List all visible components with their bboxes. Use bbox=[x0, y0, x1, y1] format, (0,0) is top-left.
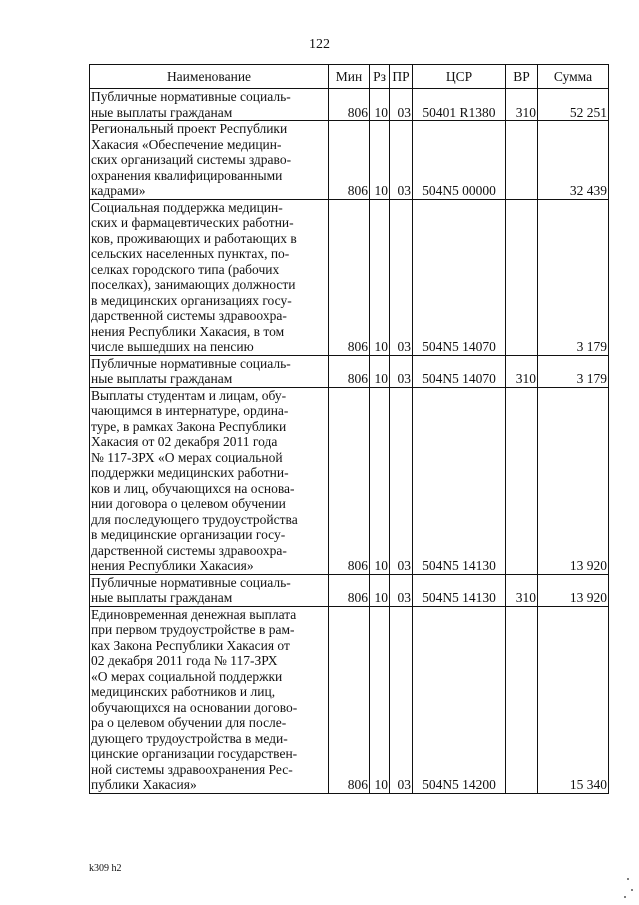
budget-table bbox=[89, 64, 609, 794]
name-line: Хакасия от 02 декабря 2011 года bbox=[91, 434, 278, 449]
name-line: Региональный проект Республики bbox=[91, 121, 288, 136]
cell-min: 806 bbox=[329, 121, 370, 200]
cell-rz: 10 bbox=[370, 387, 390, 574]
cell-rz: 10 bbox=[370, 89, 390, 121]
cell-name bbox=[90, 387, 329, 574]
cell-pr: 03 bbox=[390, 199, 413, 355]
cell-sum: 13 920 bbox=[538, 574, 609, 606]
name-line: поддержки медицинских работни- bbox=[91, 465, 289, 480]
name-line: Публичные нормативные социаль- bbox=[91, 574, 291, 590]
cell-vr: 310 bbox=[506, 574, 538, 606]
header-sum: Сумма bbox=[538, 65, 609, 89]
table-row bbox=[90, 121, 609, 200]
page-number: 122 bbox=[309, 37, 330, 52]
name-line: охранения квалифицированными bbox=[91, 167, 283, 183]
name-line: ные выплаты гражданам bbox=[91, 371, 233, 386]
name-line: Хакасия «Обеспечение медицин- bbox=[91, 136, 282, 152]
cell-vr: 310 bbox=[506, 355, 538, 387]
name-line: при первом трудоустройстве в рам- bbox=[91, 622, 295, 637]
header-rz: Рз bbox=[370, 65, 390, 89]
name-line: нения Республики Хакасия» bbox=[91, 558, 254, 573]
header-min: Мин bbox=[329, 65, 370, 89]
cell-pr: 03 bbox=[390, 355, 413, 387]
table-row bbox=[90, 606, 609, 793]
cell-vr bbox=[506, 387, 538, 574]
name-line: ной системы здравоохранения Рес- bbox=[91, 761, 293, 777]
table-row bbox=[90, 199, 609, 355]
name-line: нии договора о целевом обучении bbox=[91, 496, 286, 511]
name-line: дарственной системы здравоохра- bbox=[91, 542, 287, 558]
name-line: ков и лиц, обучающихся на основа- bbox=[91, 480, 295, 496]
cell-rz: 10 bbox=[370, 355, 390, 387]
name-line: нения Республики Хакасия, в том bbox=[91, 323, 285, 339]
name-line: Единовременная денежная выплата bbox=[91, 606, 297, 622]
name-line: дарственной системы здравоохра- bbox=[91, 308, 287, 323]
name-line: ные выплаты гражданам bbox=[91, 104, 233, 120]
cell-pr: 03 bbox=[390, 89, 413, 121]
name-line: медицинских работников и лиц, bbox=[91, 684, 276, 699]
cell-vr bbox=[506, 606, 538, 793]
scan-speckle bbox=[624, 896, 626, 898]
footer-code: k309 h2 bbox=[89, 863, 122, 874]
cell-csr: 504N5 14130 bbox=[413, 574, 506, 606]
cell-rz: 10 bbox=[370, 574, 390, 606]
name-line: Выплаты студентам и лицам, обу- bbox=[91, 387, 287, 403]
cell-sum: 13 920 bbox=[538, 387, 609, 574]
table-row bbox=[90, 387, 609, 574]
name-line: селках городского типа (рабочих bbox=[91, 261, 280, 277]
cell-sum: 3 179 bbox=[538, 355, 609, 387]
cell-sum: 52 251 bbox=[538, 89, 609, 121]
name-line: Публичные нормативные социаль- bbox=[91, 355, 291, 371]
cell-min: 806 bbox=[329, 89, 370, 121]
cell-pr: 03 bbox=[390, 387, 413, 574]
cell-pr: 03 bbox=[390, 574, 413, 606]
header-csr: ЦСР bbox=[413, 65, 506, 89]
cell-name bbox=[90, 355, 329, 387]
cell-csr: 50401 R1380 bbox=[413, 89, 506, 121]
cell-min: 806 bbox=[329, 387, 370, 574]
cell-csr: 504N5 14200 bbox=[413, 606, 506, 793]
name-line: публики Хакасия» bbox=[91, 777, 197, 792]
cell-name bbox=[90, 89, 329, 121]
cell-csr: 504N5 14070 bbox=[413, 355, 506, 387]
scan-speckle bbox=[627, 878, 629, 880]
table-row bbox=[90, 355, 609, 387]
name-line: ра о целевом обучении для после- bbox=[91, 715, 287, 730]
name-line: поселках), занимающих должности bbox=[91, 277, 296, 292]
cell-name bbox=[90, 574, 329, 606]
cell-min: 806 bbox=[329, 574, 370, 606]
cell-min: 806 bbox=[329, 606, 370, 793]
cell-csr: 504N5 00000 bbox=[413, 121, 506, 200]
name-line: цинские организации государствен- bbox=[91, 746, 298, 761]
cell-vr: 310 bbox=[506, 89, 538, 121]
name-line: числе вышедших на пенсию bbox=[91, 339, 254, 354]
cell-pr: 03 bbox=[390, 606, 413, 793]
cell-csr: 504N5 14070 bbox=[413, 199, 506, 355]
cell-rz: 10 bbox=[370, 199, 390, 355]
name-line: ков, проживающих и работающих в bbox=[91, 230, 297, 246]
cell-sum: 32 439 bbox=[538, 121, 609, 200]
cell-vr bbox=[506, 199, 538, 355]
cell-sum: 3 179 bbox=[538, 199, 609, 355]
cell-name bbox=[90, 199, 329, 355]
name-line: Социальная поддержка медицин- bbox=[91, 199, 283, 215]
table-row bbox=[90, 89, 609, 121]
name-line: для последующего трудоустройства bbox=[91, 511, 298, 527]
header-pr: ПР bbox=[390, 65, 413, 89]
name-line: ные выплаты гражданам bbox=[91, 590, 233, 605]
cell-pr: 03 bbox=[390, 121, 413, 200]
name-line: чающимся в интернатуре, ордина- bbox=[91, 403, 289, 418]
name-line: кадрами» bbox=[91, 183, 146, 198]
name-line: в медицинских организациях госу- bbox=[91, 292, 292, 308]
header-name: Наименование bbox=[90, 65, 329, 89]
name-line: сельских населенных пунктах, по- bbox=[91, 246, 290, 261]
name-line: обучающихся на основании догово- bbox=[91, 699, 298, 715]
cell-rz: 10 bbox=[370, 121, 390, 200]
name-line: «О мерах социальной поддержки bbox=[91, 668, 283, 684]
name-line: № 117-ЗРХ «О мерах социальной bbox=[91, 449, 283, 465]
header-row bbox=[90, 65, 609, 89]
name-line: туре, в рамках Закона Республики bbox=[91, 418, 287, 434]
name-line: ских и фармацевтических работни- bbox=[91, 215, 294, 230]
name-line: дующего трудоустройства в меди- bbox=[91, 730, 288, 746]
cell-vr bbox=[506, 121, 538, 200]
cell-csr: 504N5 14130 bbox=[413, 387, 506, 574]
name-line: Публичные нормативные социаль- bbox=[91, 89, 291, 104]
table-body bbox=[90, 89, 609, 794]
name-line: ских организаций системы здраво- bbox=[91, 152, 292, 167]
cell-min: 806 bbox=[329, 355, 370, 387]
cell-sum: 15 340 bbox=[538, 606, 609, 793]
cell-min: 806 bbox=[329, 199, 370, 355]
cell-name bbox=[90, 121, 329, 200]
table-row bbox=[90, 574, 609, 606]
header-vr: ВР bbox=[506, 65, 538, 89]
scan-speckle bbox=[631, 889, 633, 891]
cell-name bbox=[90, 606, 329, 793]
name-line: ках Закона Республики Хакасия от bbox=[91, 637, 290, 653]
cell-rz: 10 bbox=[370, 606, 390, 793]
name-line: в медицинские организации госу- bbox=[91, 527, 286, 542]
name-line: 02 декабря 2011 года № 117-ЗРХ bbox=[91, 653, 278, 668]
